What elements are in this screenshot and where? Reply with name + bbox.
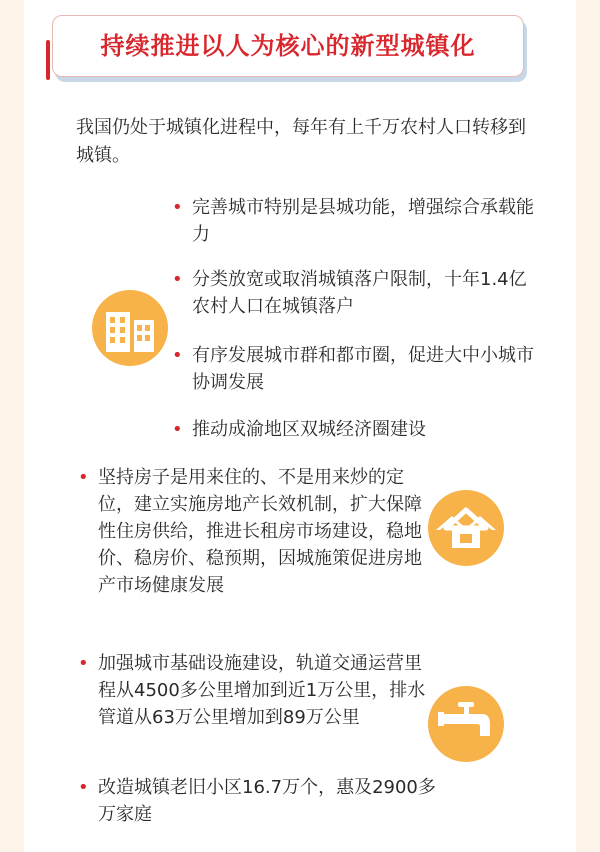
list-item [78,650,438,731]
list-item [78,464,438,599]
bullet-dot: • [78,467,89,488]
title-accent-bar [46,40,50,80]
list-item-text: 有序发展城市群和都市圈，促进大中小城市协调发展 [192,345,534,393]
buildings-icon [92,290,168,366]
house-icon [428,490,504,566]
list-item-text: 分类放宽或取消城镇落户限制，十年1.4亿农村人口在城镇落户 [192,269,527,317]
bullet-dot: • [78,653,89,674]
list-item-text: 改造城镇老旧小区16.7万个，惠及2900多万家庭 [98,777,436,825]
bullet-dot: • [172,269,183,290]
list-item [172,416,544,443]
page-title: 持续推进以人为核心的新型城镇化 [100,32,476,60]
list-item [172,342,544,396]
bullet-dot: • [172,419,183,440]
bullet-dot: • [172,345,183,366]
title-banner [52,15,524,77]
list-item-text: 坚持房子是用来住的、不是用来炒的定位，建立实施房地产长效机制，扩大保障性住房供给，推进长租房市场建设，稳地价、稳房价、稳预期，因城施策促进房地产市场健康发展 [98,467,422,596]
list-item [172,194,544,248]
list-item [78,774,438,828]
list-item-text: 推动成渝地区双城经济圈建设 [192,419,426,440]
list-item-text: 加强城市基础设施建设，轨道交通运营里程从4500多公里增加到近1万公里，排水管道从63万公里增加到89万公里 [98,653,426,728]
list-item-text: 完善城市特别是县城功能，增强综合承载能力 [192,197,534,245]
intro-paragraph: 我国仍处于城镇化进程中，每年有上千万农村人口转移到城镇。 [76,117,526,166]
list-item [172,266,544,320]
faucet-icon [428,686,504,762]
bullet-dot: • [78,777,89,798]
bullet-dot: • [172,197,183,218]
